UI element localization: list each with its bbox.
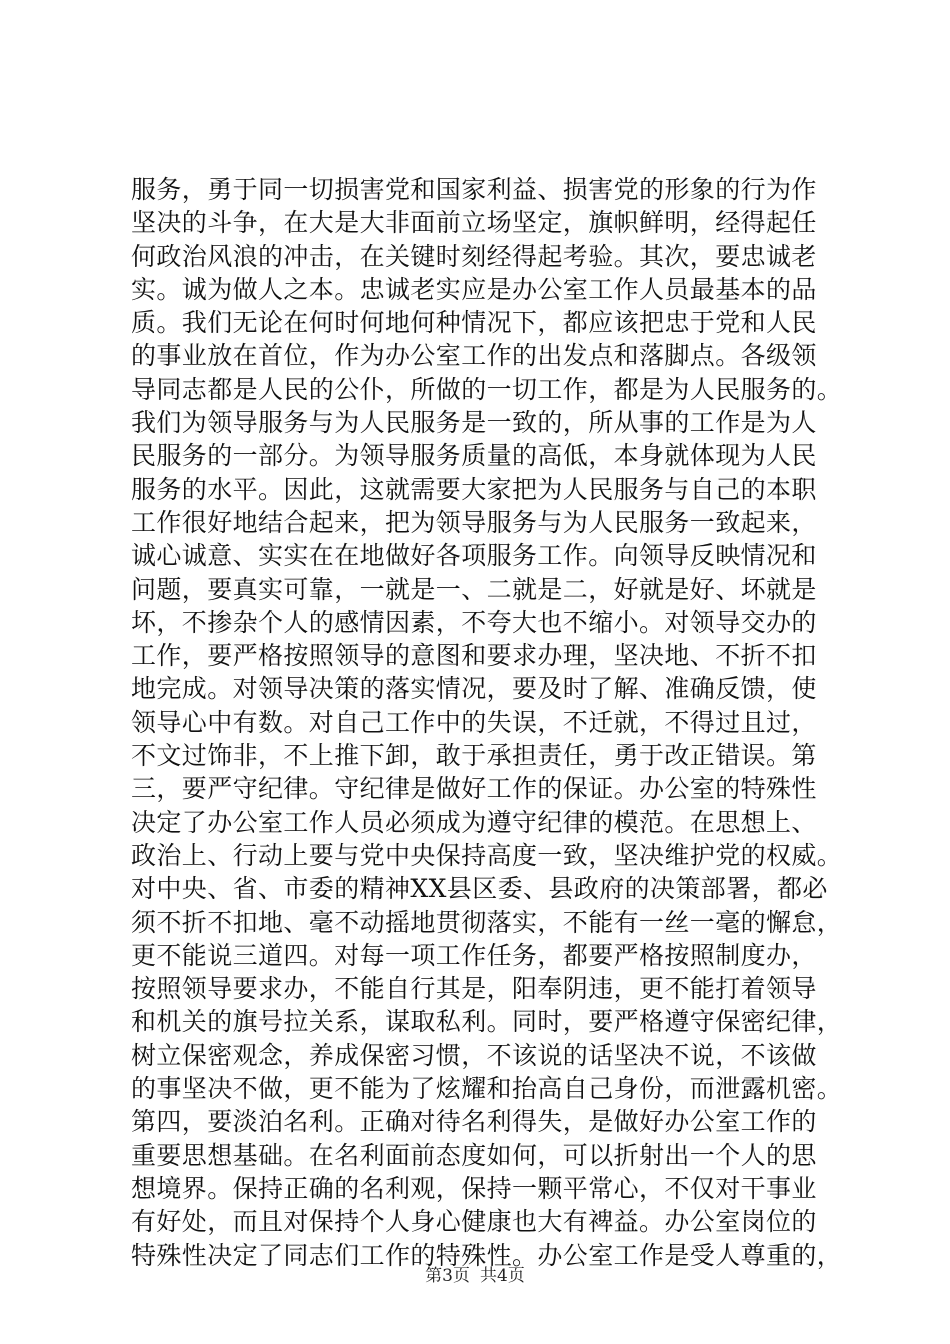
text-line: 和机关的旗号拉关系，谋取私利。同时，要严格遵守保密纪律， (131, 1007, 843, 1037)
text-line: 第四，要淡泊名利。正确对待名利得失，是做好办公室工作的 (131, 1107, 817, 1137)
text-line: 何政治风浪的冲击，在关键时刻经得起考验。其次，要忠诚老 (131, 241, 817, 271)
text-line: 导同志都是人民的公仆，所做的一切工作，都是为人民服务的。 (131, 374, 843, 404)
text-line: 坏，不掺杂个人的感情因素，不夸大也不缩小。对领导交办的 (131, 607, 817, 637)
page-total: 共4页 (480, 1266, 525, 1286)
text-line: 更不能说三道四。对每一项工作任务，都要严格按照制度办， (131, 940, 817, 970)
text-line: 质。我们无论在何时何地何种情况下，都应该把忠于党和人民 (131, 308, 817, 338)
text-line: 领导心中有数。对自己工作中的失误，不迁就，不得过且过， (131, 707, 817, 737)
body-text (131, 173, 851, 1272)
text-line: 决定了办公室工作人员必须成为遵守纪律的模范。在思想上、 (131, 807, 817, 837)
text-line: 诚心诚意、实实在在地做好各项服务工作。向领导反映情况和 (131, 541, 817, 571)
text-line: 的事坚决不做，更不能为了炫耀和抬高自己身份，而泄露机密。 (131, 1074, 843, 1104)
text-line: 对中央、省、市委的精神XX县区委、县政府的决策部署，都必 (131, 874, 828, 904)
text-line: 重要思想基础。在名利面前态度如何，可以折射出一个人的思 (131, 1140, 817, 1170)
text-line: 问题，要真实可靠，一就是一、二就是二，好就是好、坏就是 (131, 574, 817, 604)
text-line: 政治上、行动上要与党中央保持高度一致，坚决维护党的权威。 (131, 840, 843, 870)
text-line: 工作很好地结合起来，把为领导服务与为人民服务一致起来， (131, 507, 817, 537)
text-line: 须不折不扣地、毫不动摇地贯彻落实，不能有一丝一毫的懈怠， (131, 907, 843, 937)
text-line: 想境界。保持正确的名利观，保持一颗平常心，不仅对干事业 (131, 1173, 817, 1203)
text-line: 地完成。对领导决策的落实情况，要及时了解、准确反馈，使 (131, 674, 817, 704)
text-line: 三，要严守纪律。守纪律是做好工作的保证。办公室的特殊性 (131, 774, 817, 804)
text-line: 实。诚为做人之本。忠诚老实应是办公室工作人员最基本的品 (131, 274, 817, 304)
text-line: 特殊性决定了同志们工作的特殊性。办公室工作是受人尊重的， (131, 1240, 843, 1270)
text-line: 民服务的一部分。为领导服务质量的高低，本身就体现为人民 (131, 441, 817, 471)
text-line: 有好处，而且对保持个人身心健康也大有裨益。办公室岗位的 (131, 1207, 817, 1237)
text-line: 我们为领导服务与为人民服务是一致的，所从事的工作是为人 (131, 408, 817, 438)
text-line: 服务的水平。因此，这就需要大家把为人民服务与自己的本职 (131, 474, 817, 504)
page-number: 第3页 (425, 1266, 470, 1286)
text-line: 不文过饰非，不上推下卸，敢于承担责任，勇于改正错误。第 (131, 741, 817, 771)
text-line: 按照领导要求办，不能自行其是，阳奉阴违，更不能打着领导 (131, 974, 817, 1004)
text-line: 服务，勇于同一切损害党和国家利益、损害党的形象的行为作 (131, 175, 817, 204)
page-footer (0, 1264, 950, 1288)
text-line: 树立保密观念，养成保密习惯，不该说的话坚决不说，不该做 (131, 1040, 817, 1070)
text-line: 的事业放在首位，作为办公室工作的出发点和落脚点。各级领 (131, 341, 817, 371)
text-line: 坚决的斗争，在大是大非面前立场坚定，旗帜鲜明，经得起任 (131, 208, 817, 238)
text-line: 工作，要严格按照领导的意图和要求办理，坚决地、不折不扣 (131, 641, 817, 671)
